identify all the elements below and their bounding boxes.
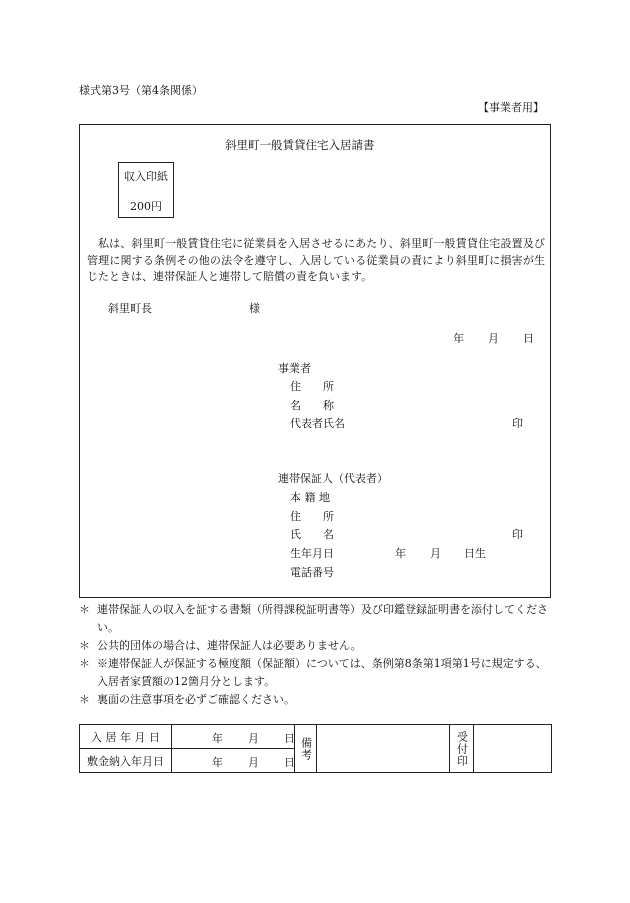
business-name-label: 名 称 [290, 399, 334, 412]
guarantor-address-label: 住 所 [290, 510, 334, 523]
move-in-date-field [172, 725, 295, 749]
note-mark: ＊ [79, 603, 90, 616]
note-mark: ＊ [79, 693, 90, 706]
usage-tag: 【事業者用】 [478, 101, 544, 114]
remarks-label-cell [295, 725, 317, 773]
business-heading: 事業者 [278, 362, 311, 375]
date-month: 月 [488, 332, 499, 345]
pledge-text: 私は、斜里町一般賃貸住宅に従業員を入居させるにあたり、斜里町一般賃貸住宅設置及び管理に関する条例その他の法令を遵守し、入居している従業員の責により斜里町に損害が生じたときは、連帯保証人と連帯して賠償の責を負います。 [87, 237, 545, 283]
guarantor-seal: 印 [512, 528, 523, 541]
note-text: 公共的団体の場合は、連帯保証人は必要ありません。 [97, 639, 362, 652]
note-text: ※連帯保証人が保証する極度額（保証額）については、条例第8条第1項第1号に規定する、入居者家賃額の12箇月分とします。 [97, 657, 547, 688]
guarantor-birth-year: 年 [395, 547, 406, 560]
remarks-label: 備考 [299, 736, 313, 761]
guarantor-birth-month: 月 [430, 547, 441, 560]
remarks-field [317, 725, 450, 773]
form-title: 斜里町一般賃貸住宅入居請書 [225, 138, 375, 152]
addressee-honorific: 様 [249, 302, 260, 315]
guarantor-phone-label: 電話番号 [290, 566, 334, 579]
move-in-day: 日 [284, 732, 295, 745]
guarantor-name-label: 氏 名 [290, 528, 334, 541]
receipt-stamp-field [474, 725, 552, 773]
stamp-label: 収入印紙 [124, 170, 168, 183]
note-mark: ＊ [79, 639, 90, 652]
receipt-label-cell [450, 725, 474, 773]
deposit-date-label: 敷金納入年月日 [80, 749, 172, 773]
deposit-day: 日 [284, 756, 295, 769]
office-use-table [79, 724, 552, 773]
business-address-label: 住 所 [290, 380, 334, 393]
deposit-month: 月 [248, 756, 259, 769]
table-row [80, 725, 552, 749]
form-number: 様式第3号（第4条関係） [79, 84, 203, 97]
business-seal: 印 [512, 417, 523, 430]
notes-list [79, 601, 557, 709]
business-rep-label: 代表者氏名 [290, 417, 345, 430]
note-mark: ＊ [79, 657, 90, 670]
guarantor-domicile-label: 本 籍 地 [290, 491, 330, 504]
stamp-amount: 200円 [130, 200, 162, 213]
note-text: 連帯保証人の収入を証する書類（所得課税証明書等）及び印鑑登録証明書を添付してください。 [97, 603, 548, 634]
guarantor-birth-label: 生年月日 [290, 547, 334, 560]
move-in-month: 月 [248, 732, 259, 745]
move-in-date-label: 入 居 年 月 日 [80, 725, 172, 749]
deposit-date-field [172, 749, 295, 773]
receipt-label: 受付印 [455, 730, 469, 767]
revenue-stamp-box [118, 162, 174, 218]
date-year: 年 [453, 332, 464, 345]
date-day: 日 [523, 332, 534, 345]
deposit-year: 年 [212, 756, 223, 769]
note-item [79, 655, 557, 691]
addressee-name: 斜里町長 [108, 302, 152, 315]
note-text: 裏面の注意事項を必ずご確認ください。 [97, 693, 295, 706]
note-item [79, 601, 557, 637]
note-item [79, 691, 557, 709]
guarantor-heading: 連帯保証人（代表者） [278, 472, 388, 485]
move-in-year: 年 [212, 732, 223, 745]
note-item [79, 637, 557, 655]
guarantor-birth-day: 日生 [464, 547, 486, 560]
